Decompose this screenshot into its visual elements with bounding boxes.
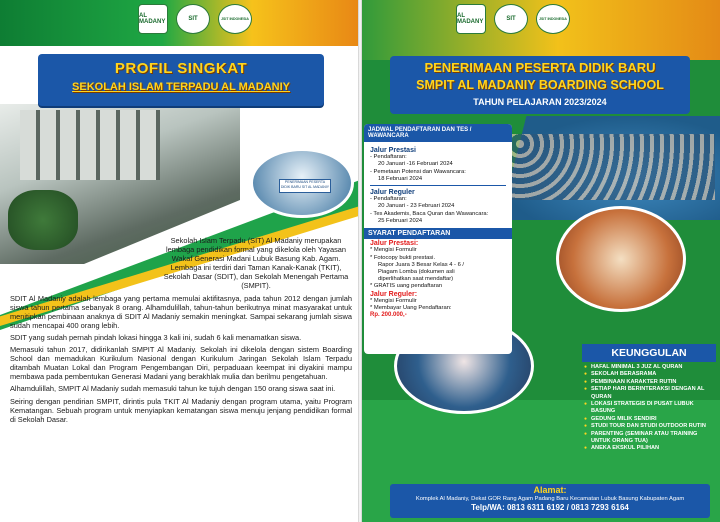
- address-footer: [390, 484, 710, 518]
- contact-phone: Telp/WA: 0813 6311 6192 / 0813 7293 6164: [471, 503, 629, 512]
- school-corridor-photo: [20, 110, 160, 180]
- syarat-reguler-item: * Membayar Uang Pendaftaran:: [370, 305, 452, 312]
- reguler-item: 25 Februari 2024: [378, 217, 423, 224]
- ppdb-title: PENERIMAAN PESERTA DIDIK BARU: [424, 60, 656, 75]
- syarat-reguler-label: Jalur Reguler:: [370, 290, 418, 298]
- sit-logo: SIT: [494, 4, 528, 34]
- profile-intro: Sekolah Islam Terpadu (SIT) Al Madaniy merupakan lembaga pendidikan formal yang dikelola oleh Yayasan Wakaf Generasi Madani Lubuk Basung Kab. Agam. Lembaga ini terdiri dari Taman Kanak-Kanak (TKIT), Sekolah Dasar (SDIT), dan Sekolah Menengah Pertama (SMPIT).: [163, 236, 349, 291]
- profile-paragraph: Seiring dengan pendirian SMPIT, dirintis pula TKIT Al Madaniy dengan program utama, yaitu Program Kematangan. Sebuah program untuk menyiapkan kematangan siswa menuju jenjang pendidikan formal di Sekolah Dasar.: [10, 396, 352, 424]
- keunggulan-item: ● GEDUNG MILIK SENDIRI: [584, 416, 718, 423]
- profile-paragraph: Memasuki tahun 2017, didirikanlah SMPIT Al Madaniy. Sekolah ini dikelola dengan sistem Boarding School dan memadukan Kurikulum Nasional dengan Kurikulum Jaringan Sekolah Islam Terpadu ditambah Muatan Lokal dan Program Pengembangan Diri, perpaduaan keempat ini diyakini mampu membawa pada pembentukan Generasi Madani yang berakhlak mulia dan berilmu pengetahuan.: [10, 345, 352, 382]
- address-text: Komplek Al Madaniy, Dekat GOR Rang Agam Padang Baru Kecamatan Lubuk Basung Kabupaten Agam: [415, 496, 685, 502]
- syarat-prestasi-item: * GRATIS uang pendaftaran: [370, 283, 443, 290]
- profile-title: PROFIL SINGKAT: [114, 60, 248, 77]
- prestasi-item: - Pemetaan Potensi dan Wawancara:: [370, 168, 466, 175]
- profile-body: [10, 236, 352, 427]
- jsit-logo: JSIT INDONESIA: [218, 4, 252, 34]
- syarat-prestasi-item: Rapor Juara 3 Besar Kelas 4 - 6 /: [378, 261, 465, 268]
- jalur-prestasi-heading: Jalur Prestasi: [370, 147, 416, 154]
- kids-activity-photo: [556, 206, 686, 312]
- syarat-reguler-fee: Rp. 200.000,-: [370, 312, 407, 319]
- profile-paragraph: SDIT yang sudah pernah pindah lokasi hingga 3 kali ini, sudah 6 kali menamatkan siswa.: [10, 332, 302, 342]
- reguler-item: - Pendaftaran:: [370, 196, 407, 203]
- yayasan-logo: AL MADANY: [138, 4, 168, 34]
- address-label: Alamat:: [533, 485, 567, 495]
- keunggulan-item: ● SEKOLAH BERASRAMA: [584, 371, 718, 378]
- keunggulan-title: KEUNGGULAN: [582, 344, 716, 362]
- syarat-heading: SYARAT PENDAFTARAN: [364, 228, 512, 239]
- right-page: [360, 0, 720, 522]
- schedule-heading: JADWAL PENDAFTARAN DAN TES / WAWANCARA: [364, 124, 512, 142]
- profile-title-box: [38, 54, 324, 106]
- keunggulan-item: ● SETIAP HARI BERINTERAKSI DENGAN AL QURAN: [584, 386, 718, 401]
- keunggulan-item: ● LOKASI STRATEGIS DI PUSAT LUBUK BASUNG: [584, 401, 718, 416]
- syarat-prestasi-item: diperlihatkan saat mendaftar): [378, 276, 454, 283]
- students-faces: [510, 134, 715, 200]
- prestasi-item: - Pendaftaran:: [370, 154, 407, 161]
- reguler-item: - Tes Akademis, Baca Quran dan Wawancara:: [370, 210, 489, 217]
- jsit-logo: JSIT INDONESIA: [536, 4, 570, 34]
- keunggulan-item: ● PEMBINAAN KARAKTER RUTIN: [584, 379, 718, 386]
- yayasan-logo: AL MADANY: [456, 4, 486, 34]
- keunggulan-item: ● STUDI TOUR DAN STUDI OUTDOOR RUTIN: [584, 423, 718, 430]
- keunggulan-list: [584, 364, 718, 453]
- banner-text: PENERIMAAN PESERTA DIDIK BARU SIT AL MADANIY: [279, 179, 331, 193]
- profile-subtitle: SEKOLAH ISLAM TERPADU AL MADANIY: [72, 81, 290, 93]
- schedule-panel: [364, 124, 512, 354]
- syarat-prestasi-item: * Fotocopy bukti prestasi.: [370, 254, 436, 261]
- ppdb-title-box: [390, 56, 690, 114]
- syarat-prestasi-item: Piagam Lomba (dokumen asli: [378, 269, 455, 276]
- divider: [370, 185, 506, 186]
- profile-paragraph: SDIT Al Madaniy adalah lembaga yang pertama memulai aktifitasnya, pada tahun 2012 dengan jumlah siswa tahun pertama sebanyak 8 orang. Alhamdulillah, tahun-tahun berikutnya minat masyarakat untuk menitipkan pembinaan anaknya di SDIT Al Madaniy semakin meningkat. Sampai sekarang jumlah siswa sudah mencapai 400 orang lebih.: [10, 293, 352, 330]
- syarat-reguler-item: * Mengisi Formulir: [370, 297, 417, 304]
- right-logos: [456, 4, 570, 34]
- profile-paragraph: Alhamdulillah, SMPIT Al Madaniy sudah memasuki tahun ke tujuh dengan 150 orang siswa saat ini.: [10, 384, 336, 394]
- ppdb-school-name: SMPIT AL MADANIY BOARDING SCHOOL: [416, 78, 664, 92]
- jalur-reguler-heading: Jalur Reguler: [370, 189, 415, 197]
- keunggulan-item: ● PARENTING (SEMINAR ATAU TRAINING UNTUK ORANG TUA): [584, 431, 718, 446]
- left-logos: [138, 4, 252, 34]
- ppdb-year: TAHUN PELAJARAN 2023/2024: [473, 97, 607, 107]
- syarat-prestasi-label: Jalur Prestasi:: [370, 240, 419, 248]
- banner-photo: [250, 148, 354, 218]
- prestasi-item: 18 Februari 2024: [378, 175, 423, 182]
- page-fold: [358, 0, 362, 522]
- sit-logo: SIT: [176, 4, 210, 34]
- keunggulan-item: ● HAFAL MINIMAL 3 JUZ AL QURAN: [584, 364, 718, 371]
- syarat-prestasi-item: * Mengisi Formulir: [370, 247, 417, 254]
- keunggulan-item: ● ANEKA EKSKUL PILIHAN: [584, 445, 718, 452]
- prestasi-item: 20 Januari -16 Februari 2024: [378, 161, 453, 168]
- reguler-item: 20 Januari - 23 Februari 2024: [378, 203, 455, 210]
